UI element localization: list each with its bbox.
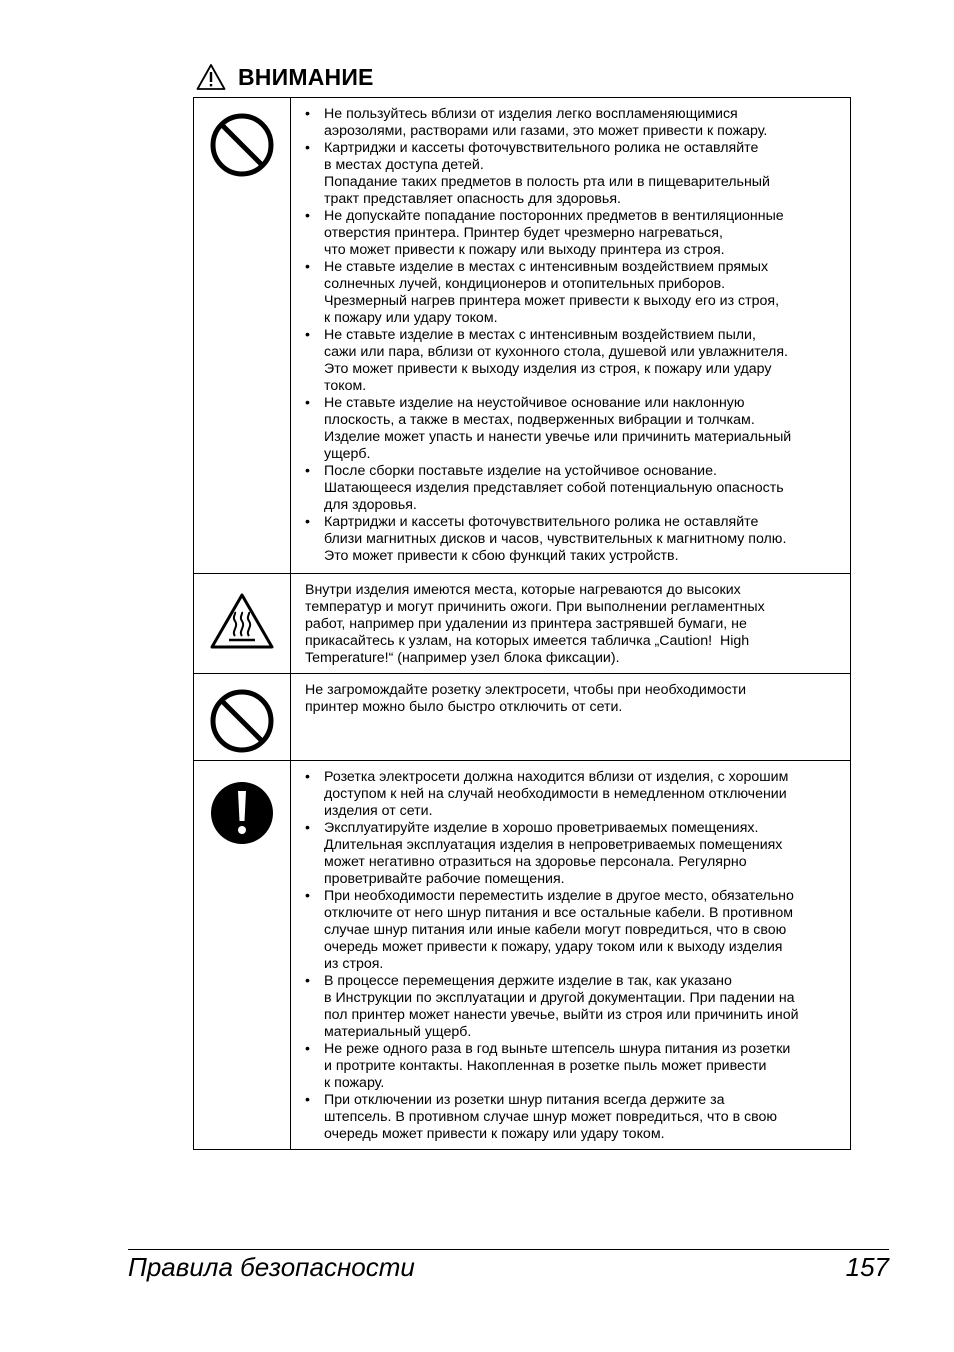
power-outlet-warning-text: Не загромождайте розетку электросети, чтобы при необходимости принтер можно было быстро отключить от сети.	[305, 682, 746, 715]
hot-surface-icon	[209, 592, 275, 650]
warnings-table	[193, 97, 851, 1150]
warning-row-prohibited-actions	[194, 98, 851, 574]
footer-section-title: Правила безопасности	[128, 1252, 415, 1282]
warning-row-mandatory-actions	[194, 761, 851, 1150]
list-item: • Картриджи и кассеты фоточувствительного ролика не оставляйте близи магнитных дисков и часов, чувствительных к магнитному полю. Это может привести к сбою функций таких устройств.	[305, 514, 842, 565]
list-item: • Не допускайте попадание посторонних предметов в вентиляционные отверстия принтера. Принтер будет чрезмерно нагреваться, что может привести к пожару или выходу принтера из строя.	[305, 208, 842, 259]
list-item: • Розетка электросети должна находится вблизи от изделия, с хорошим доступом к ней на случай необходимости в немедленном отключении изделия от сети.	[305, 769, 842, 820]
list-item: • В процессе перемещения держите изделие в так, как указано в Инструкции по эксплуатации и другой документации. При падении на пол принтер может нанести увечье, выйти из строя или причинить иной материальный ущерб.	[305, 973, 842, 1041]
list-item: • Картриджи и кассеты фоточувствительного ролика не оставляйте в местах доступа детей. Попадание таких предметов в полость рта или в пищеварительный тракт представляет опасность для здоровья.	[305, 140, 842, 208]
list-item: • При необходимости переместить изделие в другое место, обязательно отключите от него шнур питания и все остальные кабели. В противном случае шнур питания или иные кабели могут повредиться, что в свою очередь может привести к пожару, удару током или к выходу изделия из строя.	[305, 888, 842, 973]
warning-row-power-outlet	[194, 674, 851, 761]
prohibition-icon	[209, 112, 275, 178]
warning-row-hot-surface	[194, 574, 851, 674]
footer-divider	[128, 1249, 889, 1250]
list-item: • Не реже одного раза в год выньте штепсель шнура питания из розетки и протрите контакты. Накопленная в розетке пыль может привести к пожару.	[305, 1041, 842, 1092]
list-item: • Не пользуйтесь вблизи от изделия легко воспламеняющимися аэрозолями, растворами или газами, это может привести к пожару.	[305, 106, 842, 140]
list-item: • При отключении из розетки шнур питания всегда держите за штепсель. В противном случае шнур может повредиться, что в свою очередь может привести к пожару или удару током.	[305, 1092, 842, 1143]
mandatory-exclamation-icon	[210, 781, 274, 845]
list-item: • Эксплуатируйте изделие в хорошо проветриваемых помещениях. Длительная эксплуатация изделия в непроветриваемых помещениях может негативно отразиться на здоровье персонала. Регулярно проветривайте рабочие помещения.	[305, 820, 842, 888]
warning-list	[305, 106, 842, 565]
mandatory-list	[305, 769, 842, 1143]
list-item: • Не ставьте изделие в местах с интенсивным воздействием пыли, сажи или пара, вблизи от кухонного стола, душевой или увлажнителя. Это может привести к выходу изделия из строя, к пожару или удару током.	[305, 327, 842, 395]
caution-triangle-icon	[196, 63, 226, 91]
hot-surface-warning-text: Внутри изделия имеются места, которые нагреваются до высоких температур и могут причинить ожоги. При выполнении регламентных работ, например при удалении из принтера застрявшей бумаги, не прикасайтесь к узлам, на которых имеется табличка „Caution! High Temperature!“ (например узел блока фиксации).	[305, 582, 765, 666]
list-item: • После сборки поставьте изделие на устойчивое основание. Шатающееся изделия представляет собой потенциальную опасность для здоровья.	[305, 463, 842, 514]
list-item: • Не ставьте изделие на неустойчивое основание или наклонную плоскость, а также в местах, подверженных вибрации и толчкам. Изделие может упасть и нанести увечье или причинить материальный ущерб.	[305, 395, 842, 463]
heading-title: ВНИМАНИЕ	[238, 63, 374, 90]
section-heading	[196, 60, 374, 94]
page-number: 157	[845, 1252, 889, 1282]
prohibition-icon	[209, 688, 275, 754]
list-item: • Не ставьте изделие в местах с интенсивным воздействием прямых солнечных лучей, кондиционеров и отопительных приборов. Чрезмерный нагрев принтера может привести к выходу его из строя, к пожару или удару током.	[305, 259, 842, 327]
